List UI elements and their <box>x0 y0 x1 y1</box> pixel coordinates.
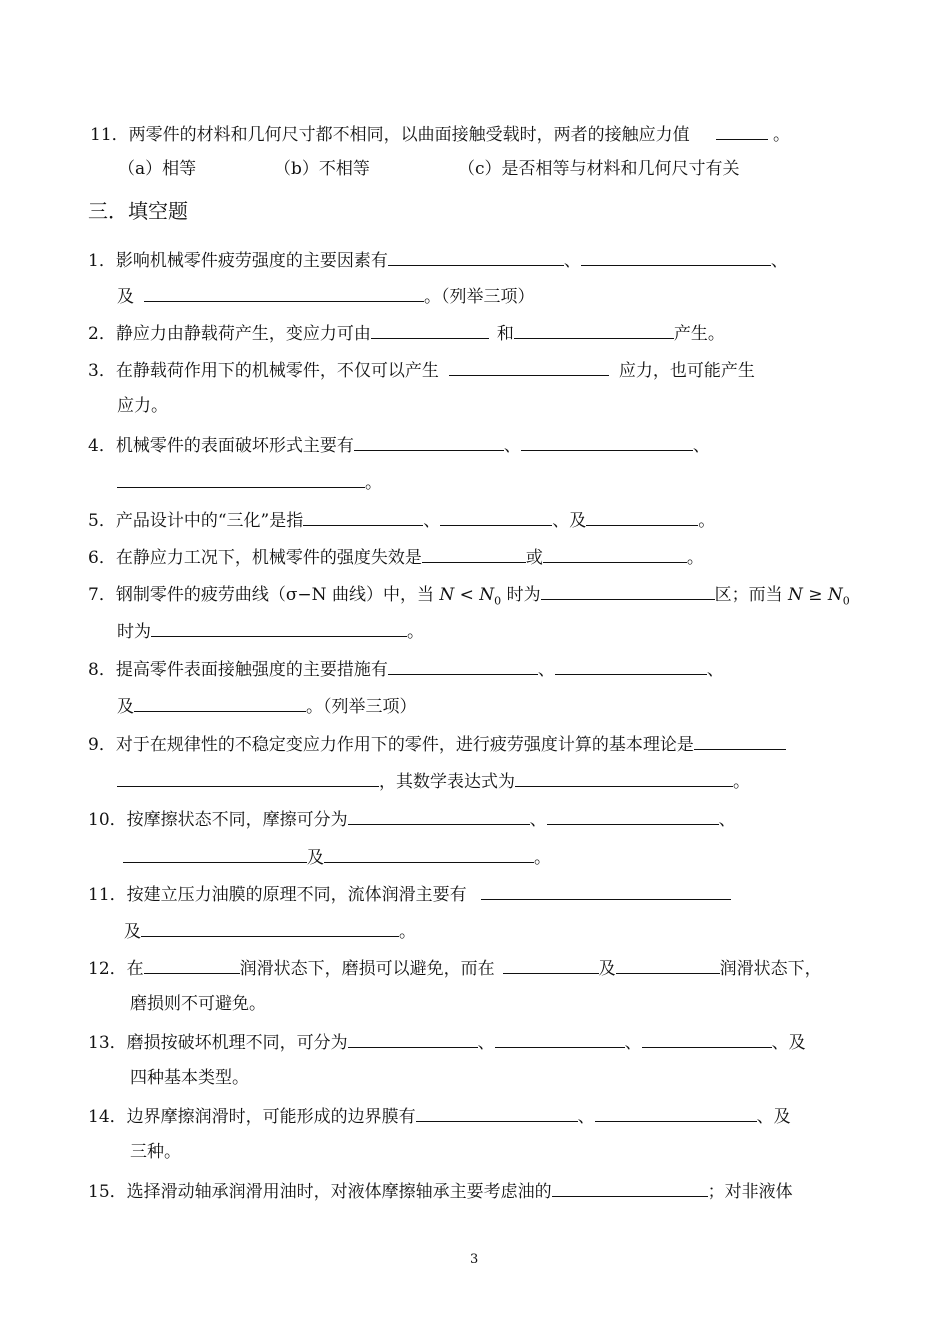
question-text: 应力，也可能产生 <box>618 361 755 381</box>
question-end: 。 <box>698 511 716 531</box>
answer-blank[interactable] <box>371 322 489 339</box>
answer-blank[interactable] <box>552 1180 708 1197</box>
fill-question-9-cont <box>117 770 750 792</box>
question-text: 时为 <box>117 622 151 642</box>
answer-blank[interactable] <box>117 770 379 787</box>
separator: 、 <box>529 810 547 830</box>
question-text: 及 <box>598 959 616 979</box>
fill-question-7: 7．钢制零件的疲劳曲线（σ−N 曲线）中，当 $N < N_0$ 时为 区；而当 $N \ge N_0$ <box>88 585 850 608</box>
answer-blank[interactable] <box>595 1105 757 1122</box>
separator: 、 <box>770 251 788 271</box>
answer-blank[interactable] <box>586 509 698 526</box>
question-text: 10．按摩擦状态不同，摩擦可分为 <box>88 810 348 830</box>
question-text: 及 <box>124 922 141 942</box>
answer-blank[interactable] <box>144 285 424 302</box>
question-text: ，其数学表达式为 <box>379 772 515 792</box>
question-text: 3．在静载荷作用下的机械零件，不仅可以产生 <box>88 361 439 381</box>
fill-question-3 <box>88 359 755 381</box>
question-text: 15．选择滑动轴承润滑用油时，对液体摩擦轴承主要考虑油的 <box>88 1182 552 1202</box>
separator: 、及 <box>771 1033 806 1053</box>
answer-blank[interactable] <box>151 620 407 637</box>
fill-question-4 <box>88 434 710 456</box>
answer-blank[interactable] <box>541 583 715 600</box>
question-text: 12．在 <box>88 959 144 979</box>
separator: 、及 <box>756 1107 791 1127</box>
answer-blank[interactable] <box>581 249 771 266</box>
question-text: 及 <box>117 287 134 307</box>
answer-blank[interactable] <box>354 434 504 451</box>
question-end: 。 <box>399 922 416 942</box>
answer-blank[interactable] <box>388 658 538 675</box>
answer-blank[interactable] <box>543 546 687 563</box>
question-text: 三种。 <box>130 1142 181 1162</box>
answer-blank[interactable] <box>117 471 365 488</box>
fill-question-15 <box>88 1180 793 1202</box>
separator: 、 <box>423 511 441 531</box>
question-text: 四种基本类型。 <box>130 1068 249 1088</box>
fill-question-10 <box>88 808 736 830</box>
answer-blank[interactable] <box>440 509 552 526</box>
fill-question-14-cont <box>130 1142 181 1162</box>
page-number: 3 <box>470 1252 479 1267</box>
option-text: （a）相等 <box>118 159 197 179</box>
answer-blank[interactable] <box>123 846 307 863</box>
question-text: 和 <box>496 324 514 344</box>
fill-question-13 <box>88 1031 806 1053</box>
fill-question-13-cont <box>130 1068 249 1088</box>
question-text: 应力。 <box>117 396 168 416</box>
answer-blank[interactable] <box>515 770 733 787</box>
separator: 、 <box>692 436 710 456</box>
answer-blank[interactable] <box>324 846 534 863</box>
answer-blank[interactable] <box>547 808 719 825</box>
question-end: 。 <box>686 548 704 568</box>
question-text: 时为 <box>506 585 541 605</box>
separator: 、 <box>503 436 521 456</box>
fill-question-2 <box>88 322 725 344</box>
separator: 、 <box>718 810 736 830</box>
mc-question-11 <box>90 123 790 145</box>
question-end: 。 <box>733 772 750 792</box>
question-text: 2．静应力由静载荷产生，变应力可由 <box>88 324 371 344</box>
question-text: 5．产品设计中的“三化”是指 <box>88 511 304 531</box>
question-end: 。 <box>407 622 424 642</box>
question-text: 。（列举三项） <box>424 287 535 307</box>
question-text: 产生。 <box>673 324 725 344</box>
separator: 、 <box>477 1033 495 1053</box>
question-text: 及 <box>307 848 324 868</box>
answer-blank[interactable] <box>495 1031 625 1048</box>
section-heading: 三．填空题 <box>88 199 188 223</box>
fill-question-1-cont <box>117 285 535 307</box>
fill-question-11 <box>88 883 731 905</box>
option-text: （c）是否相等与材料和几何尺寸有关 <box>458 159 740 179</box>
separator: 、 <box>537 660 555 680</box>
mc-option-a <box>118 159 196 179</box>
fill-question-4-cont <box>117 471 382 493</box>
fill-question-5 <box>88 509 715 531</box>
separator: 、及 <box>552 511 587 531</box>
option-text: （b）不相等 <box>274 159 370 179</box>
fill-question-8-cont <box>117 695 417 717</box>
question-text: 区；而当 <box>714 585 783 605</box>
question-text: ；对非液体 <box>707 1182 793 1202</box>
answer-blank[interactable] <box>422 546 526 563</box>
answer-blank[interactable] <box>481 883 731 900</box>
answer-blank[interactable] <box>348 1031 478 1048</box>
question-end: 。（列举三项） <box>306 697 417 717</box>
question-text: 1．影响机械零件疲劳强度的主要因素有 <box>88 251 388 271</box>
question-text: 润滑状态下，磨损可以避免，而在 <box>239 959 495 979</box>
fill-question-8 <box>88 658 724 680</box>
mc-option-b <box>274 159 370 179</box>
answer-blank[interactable] <box>616 957 720 974</box>
fill-question-12-cont <box>130 994 266 1014</box>
question-text: 及 <box>117 697 134 717</box>
question-text: 9．对于在规律性的不稳定变应力作用下的零件，进行疲劳强度计算的基本理论是 <box>88 735 694 755</box>
separator: 、 <box>563 251 581 271</box>
separator: 、 <box>706 660 724 680</box>
answer-blank[interactable] <box>503 957 599 974</box>
question-text: 8．提高零件表面接触强度的主要措施有 <box>88 660 388 680</box>
question-end: 。 <box>534 848 551 868</box>
fill-question-6 <box>88 546 704 568</box>
fill-question-3-cont <box>117 396 168 416</box>
question-text: 磨损则不可避免。 <box>130 994 266 1014</box>
fill-question-9 <box>88 733 786 755</box>
answer-blank[interactable] <box>521 434 693 451</box>
answer-blank[interactable] <box>555 658 707 675</box>
separator: 、 <box>577 1107 595 1127</box>
separator: 、 <box>624 1033 642 1053</box>
answer-blank[interactable] <box>303 509 423 526</box>
question-text: 13．磨损按破坏机理不同，可分为 <box>88 1033 348 1053</box>
answer-blank[interactable] <box>716 123 768 140</box>
answer-blank[interactable] <box>514 322 674 339</box>
question-text: 6．在静应力工况下，机械零件的强度失效是 <box>88 548 422 568</box>
answer-blank[interactable] <box>141 920 399 937</box>
question-text: 润滑状态下， <box>719 959 822 979</box>
question-text: 7．钢制零件的疲劳曲线（σ−N 曲线）中，当 <box>88 585 434 605</box>
fill-question-14 <box>88 1105 791 1127</box>
question-text: 14．边界摩擦润滑时，可能形成的边界膜有 <box>88 1107 416 1127</box>
question-end: 。 <box>365 473 382 493</box>
fill-question-1 <box>88 249 788 271</box>
question-text: 11．两零件的材料和几何尺寸都不相同，以曲面接触受载时，两者的接触应力值 <box>90 125 690 145</box>
answer-blank[interactable] <box>449 359 609 376</box>
fill-question-10-cont <box>117 846 551 868</box>
question-text: 4．机械零件的表面破坏形式主要有 <box>88 436 354 456</box>
answer-blank[interactable] <box>694 733 786 750</box>
answer-blank[interactable] <box>388 249 564 266</box>
answer-blank[interactable] <box>144 957 240 974</box>
question-text: 11．按建立压力油膜的原理不同，流体润滑主要有 <box>88 885 467 905</box>
fill-question-7-cont <box>117 620 424 642</box>
answer-blank[interactable] <box>416 1105 578 1122</box>
answer-blank[interactable] <box>348 808 530 825</box>
answer-blank[interactable] <box>134 695 306 712</box>
fill-question-11-cont <box>124 920 416 942</box>
answer-blank[interactable] <box>642 1031 772 1048</box>
mc-option-c <box>458 159 740 179</box>
fill-question-12 <box>88 957 822 979</box>
question-end: 。 <box>767 125 791 145</box>
question-text: 或 <box>525 548 543 568</box>
